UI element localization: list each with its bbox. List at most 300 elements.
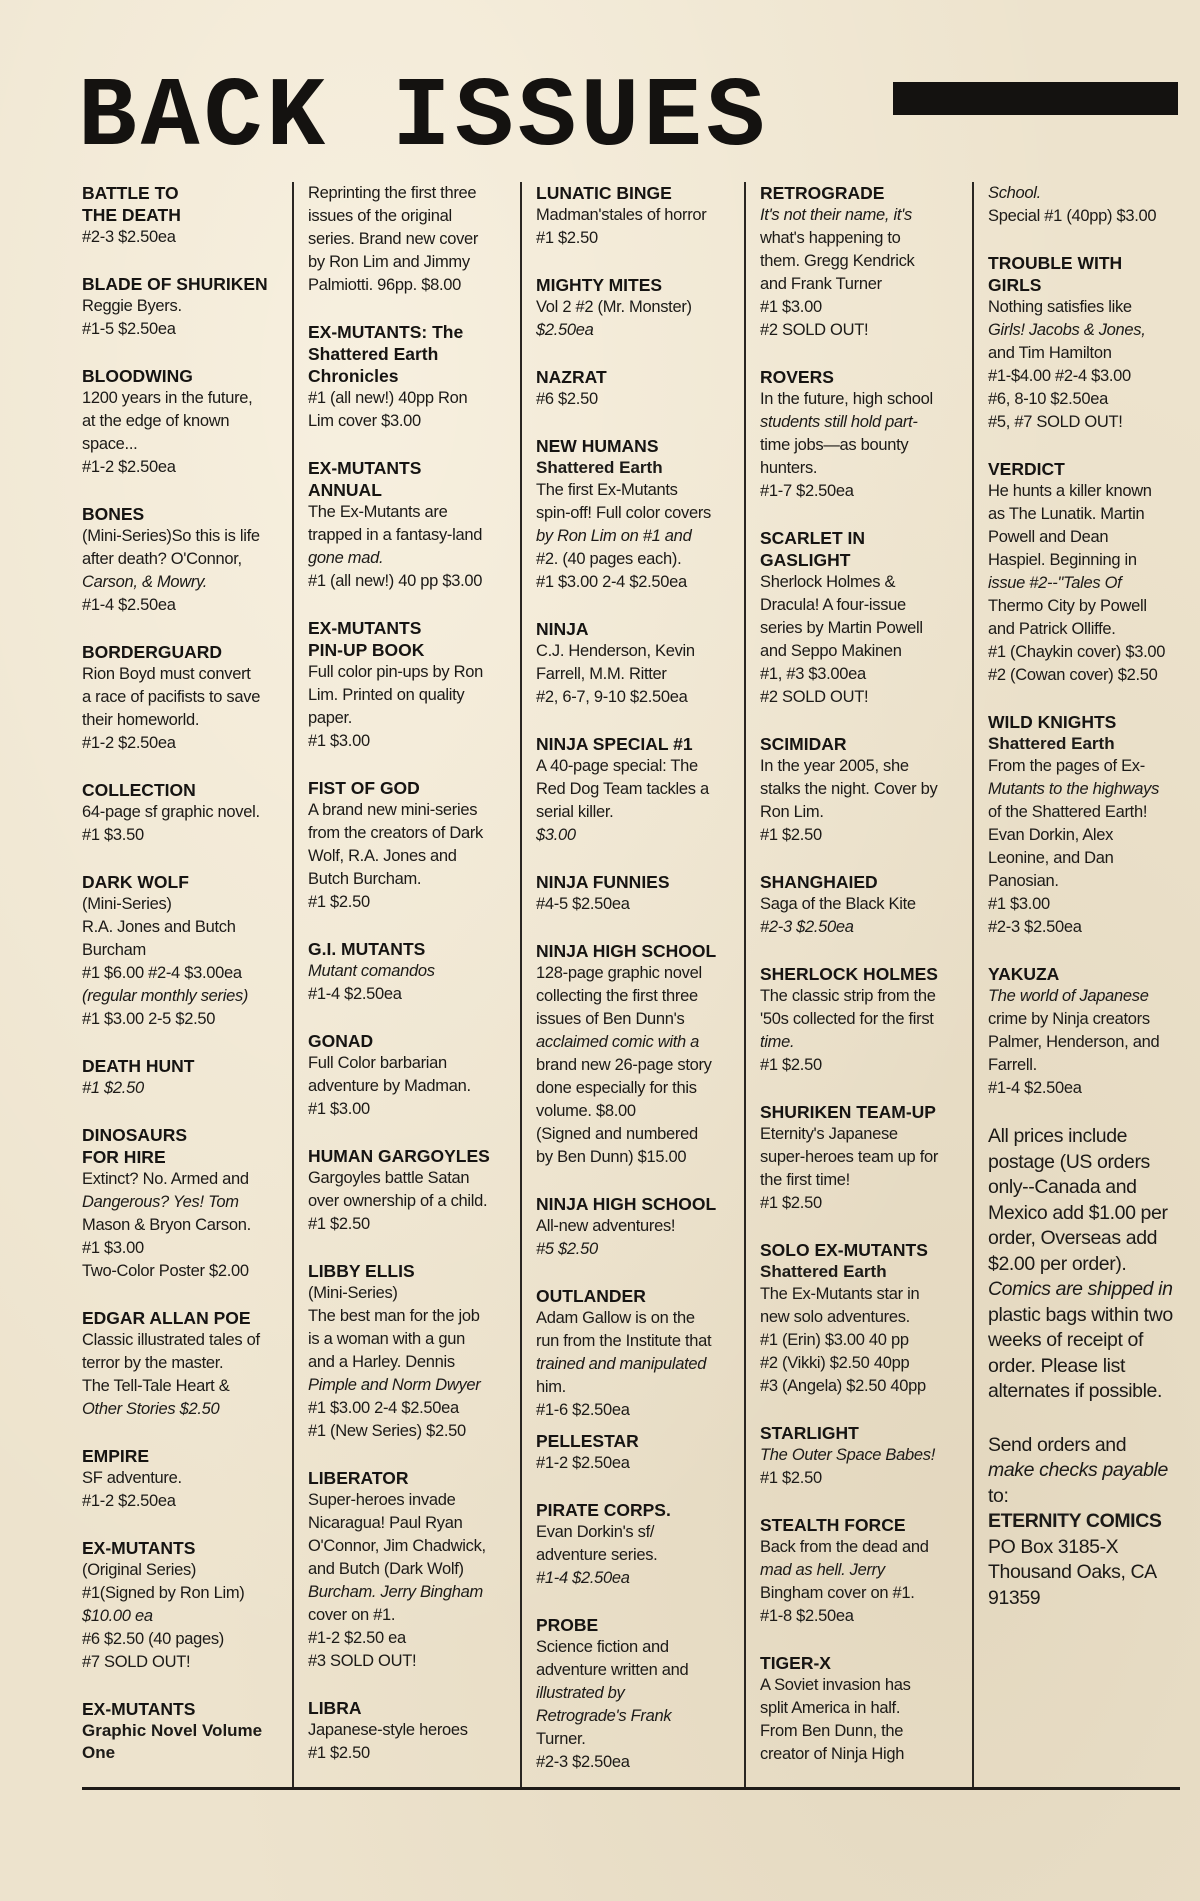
entry-line: #2-3 $2.50ea — [760, 918, 854, 936]
entry-line: Two-Color Poster $2.00 — [82, 1262, 249, 1280]
notice-line: weeks of receipt of — [988, 1329, 1143, 1351]
entry-title: NINJA FUNNIES — [536, 872, 670, 892]
entry-line: #1-4 $2.50ea — [536, 1569, 630, 1587]
listing-entry — [308, 1697, 512, 1765]
entry-line: them. Gregg Kendrick — [760, 252, 915, 270]
entry-line: trapped in a fantasy-land — [308, 526, 483, 544]
entry-line: #1 $2.50 — [760, 826, 822, 844]
entry-line: Nicaragua! Paul Ryan — [308, 1514, 463, 1532]
entry-line: #2 SOLD OUT! — [760, 688, 869, 706]
entry-line: time jobs—as bounty — [760, 436, 909, 454]
entry-line: #1 $2.50 — [82, 1079, 144, 1097]
entry-title: EX-MUTANTS — [308, 458, 422, 478]
listing-entry — [308, 1467, 512, 1673]
entry-line: super-heroes team up for — [760, 1148, 939, 1166]
entry-subtitle: Shattered Earth — [536, 458, 663, 477]
entry-line: adventure written and — [536, 1661, 689, 1679]
entry-line: (Mini-Series) — [82, 895, 172, 913]
entry-line: Rion Boyd must convert — [82, 665, 251, 683]
entry-line: #1 (Chaykin cover) $3.00 — [988, 643, 1166, 661]
entry-line: #1 $3.50 — [82, 826, 144, 844]
entry-line: #1-4 $2.50ea — [988, 1079, 1082, 1097]
entry-line: crime by Ninja creators — [988, 1010, 1150, 1028]
entry-line: and Seppo Makinen — [760, 642, 902, 660]
entry-line: (Mini-Series)So this is life — [82, 527, 260, 545]
entry-title: ANNUAL — [308, 480, 382, 500]
entry-line: terror by the master. — [82, 1354, 224, 1372]
column-4 — [744, 182, 972, 1787]
entry-line: stalks the night. Cover by — [760, 780, 938, 798]
entry-line: Mason & Bryon Carson. — [82, 1216, 251, 1234]
listing-entry — [988, 458, 1183, 687]
entry-title: BLADE OF SHURIKEN — [82, 274, 268, 294]
entry-line: and a Harley. Dennis — [308, 1353, 455, 1371]
entry-line: trained and manipulated — [536, 1355, 707, 1373]
entry-line: Eternity's Japanese — [760, 1125, 898, 1143]
entry-line: The Outer Space Babes! — [760, 1446, 936, 1464]
entry-line: Butch Burcham. — [308, 870, 422, 888]
entry-title: SOLO EX-MUTANTS — [760, 1240, 928, 1260]
entry-title: EX-MUTANTS — [308, 618, 422, 638]
listing-entry — [988, 963, 1183, 1100]
entry-line: 64-page sf graphic novel. — [82, 803, 260, 821]
notice-line: $2.00 per order). — [988, 1252, 1127, 1275]
entry-line: #1 $2.50 — [536, 229, 598, 247]
listing-entry — [760, 733, 964, 847]
entry-line: #1 $2.50 — [308, 1744, 370, 1762]
entry-line: #6, 8-10 $2.50ea — [988, 390, 1108, 408]
entry-line: a race of pacifists to save — [82, 688, 261, 706]
column-1 — [78, 182, 292, 1787]
entry-line: Carson, & Mowry. — [82, 573, 208, 591]
entry-title: STEALTH FORCE — [760, 1515, 906, 1535]
entry-line: issues of Ben Dunn's — [536, 1010, 685, 1028]
listing-entry — [308, 457, 512, 593]
listing-entry — [760, 963, 964, 1077]
entry-line: The Tell-Tale Heart & — [82, 1377, 230, 1395]
entry-line: #2-3 $2.50ea — [82, 228, 176, 246]
listing-entry — [760, 871, 964, 939]
notice-gap — [988, 1405, 1183, 1433]
entry-line: Full color pin-ups by Ron — [308, 663, 483, 681]
entry-title: DARK WOLF — [82, 872, 189, 892]
entry-line: Japanese-style heroes — [308, 1721, 468, 1739]
listing-entry — [308, 617, 512, 753]
entry-subtitle: Graphic Novel Volume — [82, 1721, 263, 1740]
entry-line: Leonine, and Dan — [988, 849, 1114, 867]
entry-line: $3.00 — [536, 826, 576, 844]
notice-line: All prices include — [988, 1125, 1128, 1147]
entry-line: Turner. — [536, 1730, 586, 1748]
entry-line: at the edge of known — [82, 412, 230, 430]
entry-title: Chronicles — [308, 366, 399, 386]
entry-line: '50s collected for the first — [760, 1010, 934, 1028]
entry-line: Red Dog Team tackles a — [536, 780, 709, 798]
entry-line: #5, #7 SOLD OUT! — [988, 413, 1123, 431]
entry-line: split America in half. — [760, 1699, 901, 1717]
entry-line: over ownership of a child. — [308, 1192, 488, 1210]
entry-subtitle: One — [82, 1743, 116, 1762]
listing-entry — [82, 641, 284, 755]
entry-title: FOR HIRE — [82, 1147, 166, 1167]
entry-line: #2-3 $2.50ea — [988, 918, 1082, 936]
entry-title: TIGER-X — [760, 1653, 831, 1673]
entry-line: Dangerous? Yes! Tom — [82, 1193, 239, 1211]
entry-line: by Ron Lim and Jimmy — [308, 253, 470, 271]
entry-line: (Signed and numbered — [536, 1125, 698, 1143]
entry-title: TROUBLE WITH — [988, 253, 1123, 273]
column-3 — [520, 182, 744, 1787]
entry-line: The world of Japanese — [988, 987, 1149, 1005]
entry-line: series. Brand new cover — [308, 230, 479, 248]
listing-entry — [82, 871, 284, 1031]
listing-entry — [988, 182, 1183, 228]
entry-line: Reggie Byers. — [82, 297, 182, 315]
entry-line: and Butch (Dark Wolf) — [308, 1560, 464, 1578]
order-address — [988, 1433, 1183, 1612]
listing-entry — [82, 182, 284, 249]
entry-line: Lim. Printed on quality — [308, 686, 465, 704]
entry-line: #1 $3.00 — [988, 895, 1050, 913]
entry-title: WILD KNIGHTS — [988, 712, 1117, 732]
entry-line: Other Stories $2.50 — [82, 1400, 220, 1418]
entry-line: spin-off! Full color covers — [536, 504, 711, 522]
notice-line: plastic bags within two — [988, 1303, 1173, 1326]
entry-line: adventure by Madman. — [308, 1077, 471, 1095]
entry-line: A brand new mini-series — [308, 801, 478, 819]
entry-line: Super-heroes invade — [308, 1491, 456, 1509]
entry-title: PIN-UP BOOK — [308, 640, 425, 660]
listing-entry — [82, 1124, 284, 1283]
entry-title: FIST OF GOD — [308, 778, 420, 798]
entry-line: #3 SOLD OUT! — [308, 1652, 417, 1670]
entry-line: Haspiel. Beginning in — [988, 551, 1137, 569]
entry-title: GIRLS — [988, 275, 1042, 295]
entry-line: Powell and Dean — [988, 528, 1109, 546]
entry-title: COLLECTION — [82, 780, 196, 800]
column-5 — [972, 182, 1183, 1787]
entry-line: #1, #3 $3.00ea — [760, 665, 866, 683]
entry-line: #1-2 $2.50ea — [82, 1492, 176, 1510]
entry-title: YAKUZA — [988, 964, 1060, 984]
entry-line: Girls! Jacobs & Jones, — [988, 321, 1146, 339]
entry-line: In the year 2005, she — [760, 757, 909, 775]
listing-entry — [82, 1307, 284, 1421]
entry-line: new solo adventures. — [760, 1308, 910, 1326]
entry-line: (Mini-Series) — [308, 1284, 398, 1302]
entry-line: Farrell, M.M. Ritter — [536, 665, 667, 683]
entry-line: SF adventure. — [82, 1469, 182, 1487]
listing-entry — [82, 365, 284, 479]
entry-line: #2 (Vikki) $2.50 40pp — [760, 1354, 910, 1372]
entry-line: (regular monthly series) — [82, 987, 249, 1005]
entry-line: #2 SOLD OUT! — [760, 321, 869, 339]
listing-entry — [536, 435, 736, 594]
entry-line: him. — [536, 1378, 566, 1396]
entry-line: #2, 6-7, 9-10 $2.50ea — [536, 688, 688, 706]
entry-line: Full Color barbarian — [308, 1054, 447, 1072]
listing-entry — [308, 1260, 512, 1443]
entry-line: as The Lunatik. Martin — [988, 505, 1145, 523]
entry-line: #6 $2.50 — [536, 390, 598, 408]
listing-entry — [308, 182, 512, 297]
entry-line: and Patrick Olliffe. — [988, 620, 1116, 638]
listing-entry — [82, 1698, 284, 1764]
listing-entry — [536, 618, 736, 709]
entry-title: STARLIGHT — [760, 1423, 859, 1443]
entry-line: The Ex-Mutants are — [308, 503, 448, 521]
entry-title: SHERLOCK HOLMES — [760, 964, 938, 984]
entry-line: Back from the dead and — [760, 1538, 929, 1556]
entry-line: R.A. Jones and Butch — [82, 918, 236, 936]
address-line: make checks payable — [988, 1459, 1168, 1481]
entry-title: NINJA HIGH SCHOOL — [536, 941, 717, 961]
entry-line: cover on #1. — [308, 1606, 396, 1624]
listing-entry — [82, 1445, 284, 1513]
entry-title: LIBERATOR — [308, 1468, 409, 1488]
entry-line: by Ron Lim on #1 and — [536, 527, 692, 545]
entry-line: #6 $2.50 (40 pages) — [82, 1630, 224, 1648]
entry-title: PIRATE CORPS. — [536, 1500, 671, 1520]
entry-line: $2.50ea — [536, 321, 594, 339]
entry-subtitle: Shattered Earth — [760, 1262, 887, 1281]
listing-entry — [82, 1055, 284, 1100]
entry-line: Wolf, R.A. Jones and — [308, 847, 457, 865]
entry-line: Dracula! A four-issue — [760, 596, 906, 614]
listing-entry — [82, 273, 284, 341]
entry-line: #1 $2.50 — [308, 1215, 370, 1233]
entry-line: #1-2 $2.50 ea — [308, 1629, 406, 1647]
entry-line: Thermo City by Powell — [988, 597, 1147, 615]
listing-entry — [760, 1101, 964, 1215]
entry-line: hunters. — [760, 459, 818, 477]
listing-entry — [988, 711, 1183, 939]
address-line: Send orders and — [988, 1433, 1127, 1456]
entry-line: Bingham cover on #1. — [760, 1584, 915, 1602]
entry-title: LIBBY ELLIS — [308, 1261, 415, 1281]
listing-entry — [308, 777, 512, 914]
entry-title: SHANGHAIED — [760, 872, 878, 892]
entry-line: #1 $3.00 — [308, 1100, 370, 1118]
entry-line: Madman'stales of horror — [536, 206, 707, 224]
entry-line: Mutant comandos — [308, 962, 435, 980]
listing-entry — [760, 1422, 964, 1490]
entry-title: EMPIRE — [82, 1446, 150, 1466]
entry-line: The Ex-Mutants star in — [760, 1285, 920, 1303]
entry-line: from the creators of Dark — [308, 824, 483, 842]
entry-line: #1 $2.50 — [760, 1194, 822, 1212]
entry-title: HUMAN GARGOYLES — [308, 1146, 490, 1166]
address-line: to: — [988, 1484, 1009, 1507]
entry-line: A Soviet invasion has — [760, 1676, 911, 1694]
entry-title: BLOODWING — [82, 366, 193, 386]
entry-line: Sherlock Holmes & — [760, 573, 896, 591]
entry-title: LIBRA — [308, 1698, 362, 1718]
entry-line: All-new adventures! — [536, 1217, 676, 1235]
entry-title: LUNATIC BINGE — [536, 183, 672, 203]
title-rule-bar — [893, 82, 1178, 115]
entry-title: Shattered Earth — [308, 344, 439, 364]
listing-entry — [536, 1430, 736, 1475]
entry-line: #5 $2.50 — [536, 1240, 598, 1258]
entry-line: #1-2 $2.50ea — [82, 458, 176, 476]
entry-title: RETROGRADE — [760, 183, 885, 203]
entry-line: $10.00 ea — [82, 1607, 153, 1625]
listing-entry — [536, 1499, 736, 1590]
entry-title: SHURIKEN TEAM-UP — [760, 1102, 936, 1122]
notice-line: only--Canada and — [988, 1176, 1137, 1198]
entry-line: #2. (40 pages each). — [536, 550, 682, 568]
listing-entry — [536, 733, 736, 847]
entry-line: and Frank Turner — [760, 275, 882, 293]
entry-line: Farrell. — [988, 1056, 1037, 1074]
entry-title: GONAD — [308, 1031, 374, 1051]
entry-line: Panosian. — [988, 872, 1059, 890]
entry-line: creator of Ninja High — [760, 1745, 905, 1763]
entry-line: after death? O'Connor, — [82, 550, 242, 568]
entry-line: Burcham — [82, 941, 146, 959]
entry-line: mad as hell. Jerry — [760, 1561, 885, 1579]
entry-line: #1(Signed by Ron Lim) — [82, 1584, 245, 1602]
entry-title: DINOSAURS — [82, 1125, 188, 1145]
entry-title: SCARLET IN — [760, 528, 865, 548]
entry-line: Science fiction and — [536, 1638, 669, 1656]
listing-entry — [760, 366, 964, 503]
listing-entry — [308, 1030, 512, 1121]
listing-entry — [536, 182, 736, 250]
entry-line: brand new 26-page story — [536, 1056, 712, 1074]
entry-title: NINJA SPECIAL #1 — [536, 734, 693, 754]
entry-line: acclaimed comic with a — [536, 1033, 700, 1051]
listing-entry — [760, 182, 964, 342]
entry-line: #1-$4.00 #2-4 $3.00 — [988, 367, 1131, 385]
entry-line: volume. $8.00 — [536, 1102, 636, 1120]
entry-line: space... — [82, 435, 138, 453]
address-line: Thousand Oaks, CA — [988, 1561, 1157, 1583]
entry-title: NINJA — [536, 619, 589, 639]
entry-line: #1 (Erin) $3.00 40 pp — [760, 1331, 909, 1349]
entry-line: students still hold part- — [760, 413, 918, 431]
entry-line: (Original Series) — [82, 1561, 197, 1579]
entry-line: #1-7 $2.50ea — [760, 482, 854, 500]
entry-line: issue #2--"Tales Of — [988, 574, 1122, 592]
address-line: ETERNITY COMICS — [988, 1510, 1162, 1532]
entry-line: #1-8 $2.50ea — [760, 1607, 854, 1625]
entry-line: The classic strip from the — [760, 987, 936, 1005]
notice-line: Comics are shipped in — [988, 1278, 1173, 1300]
entry-subtitle: Shattered Earth — [988, 734, 1115, 753]
entry-line: Burcham. Jerry Bingham — [308, 1583, 483, 1601]
notice-line: postage (US orders — [988, 1150, 1150, 1173]
listing-entry — [760, 1652, 964, 1766]
entry-title: ROVERS — [760, 367, 834, 387]
entry-line: their homeworld. — [82, 711, 200, 729]
entry-title: NAZRAT — [536, 367, 607, 387]
entry-title: NINJA HIGH SCHOOL — [536, 1194, 717, 1214]
entry-line: Adam Gallow is on the — [536, 1309, 695, 1327]
entry-line: run from the Institute that — [536, 1332, 712, 1350]
listing-entry — [82, 503, 284, 617]
entry-line: Evan Dorkin, Alex — [988, 826, 1114, 844]
entry-line: From the pages of Ex- — [988, 757, 1145, 775]
entry-title: G.I. MUTANTS — [308, 939, 426, 959]
entry-line: Vol 2 #2 (Mr. Monster) — [536, 298, 692, 316]
entry-line: #2 (Cowan cover) $2.50 — [988, 666, 1158, 684]
entry-title: BATTLE TO — [82, 183, 179, 203]
entry-line: Gargoyles battle Satan — [308, 1169, 470, 1187]
listing-entry — [536, 1285, 736, 1422]
entry-title: THE DEATH — [82, 205, 181, 225]
entry-line: School. — [988, 184, 1041, 202]
listing-entry — [82, 779, 284, 847]
entry-line: From Ben Dunn, the — [760, 1722, 904, 1740]
entry-line: #1 $3.00 2-4 $2.50ea — [308, 1399, 459, 1417]
entry-title: DEATH HUNT — [82, 1056, 195, 1076]
page-title: BACK ISSUES — [78, 63, 769, 174]
entry-line: Classic illustrated tales of — [82, 1331, 260, 1349]
entry-line: #4-5 $2.50ea — [536, 895, 630, 913]
address-line: 91359 — [988, 1586, 1041, 1609]
entry-line: done especially for this — [536, 1079, 697, 1097]
entry-line: #1 $3.00 — [82, 1239, 144, 1257]
entry-line: the first time! — [760, 1171, 850, 1189]
ordering-notice — [988, 1124, 1183, 1405]
entry-line: paper. — [308, 709, 353, 727]
entry-line: #1 (New Series) $2.50 — [308, 1422, 466, 1440]
listing-entry — [988, 252, 1183, 434]
entry-line: #1 $3.00 — [308, 732, 370, 750]
entry-line: of the Shattered Earth! — [988, 803, 1148, 821]
entry-line: Palmer, Henderson, and — [988, 1033, 1160, 1051]
listing-entry — [760, 1239, 964, 1398]
entry-line: Special #1 (40pp) $3.00 — [988, 207, 1157, 225]
entry-line: #1-5 $2.50ea — [82, 320, 176, 338]
entry-line: #1 $3.00 2-4 $2.50ea — [536, 573, 687, 591]
notice-line: order, Overseas add — [988, 1227, 1158, 1249]
entry-line: Saga of the Black Kite — [760, 895, 916, 913]
entry-line: #1 $6.00 #2-4 $3.00ea — [82, 964, 242, 982]
notice-line: order. Please list — [988, 1354, 1125, 1377]
entry-line: Nothing satisfies like — [988, 298, 1132, 316]
listing-entry — [536, 940, 736, 1169]
entry-line: 1200 years in the future, — [82, 389, 253, 407]
entry-title: PROBE — [536, 1615, 599, 1635]
entry-line: It's not their name, it's — [760, 206, 912, 224]
entry-line: #1 $3.00 2-5 $2.50 — [82, 1010, 216, 1028]
notice-line: Mexico add $1.00 per — [988, 1201, 1168, 1224]
entry-line: series by Martin Powell — [760, 619, 923, 637]
listing-entry — [760, 1514, 964, 1628]
entry-title: SCIMIDAR — [760, 734, 847, 754]
entry-line: Retrograde's Frank — [536, 1707, 672, 1725]
entry-line: #1 $2.50 — [760, 1056, 822, 1074]
entry-title: BORDERGUARD — [82, 642, 222, 662]
entry-line: Extinct? No. Armed and — [82, 1170, 249, 1188]
entry-title: EX-MUTANTS: The — [308, 322, 464, 342]
entry-line: Lim cover $3.00 — [308, 412, 421, 430]
entry-title: EX-MUTANTS — [82, 1699, 196, 1719]
entry-title: EDGAR ALLAN POE — [82, 1308, 251, 1328]
listing-entry — [308, 938, 512, 1006]
entry-title: PELLESTAR — [536, 1431, 639, 1451]
entry-line: time. — [760, 1033, 795, 1051]
entry-line: #1 $2.50 — [760, 1469, 822, 1487]
entry-line: Pimple and Norm Dwyer — [308, 1376, 481, 1394]
entry-title: MIGHTY MITES — [536, 275, 663, 295]
entry-line: what's happening to — [760, 229, 901, 247]
entry-line: 128-page graphic novel — [536, 964, 702, 982]
column-2 — [292, 182, 520, 1787]
